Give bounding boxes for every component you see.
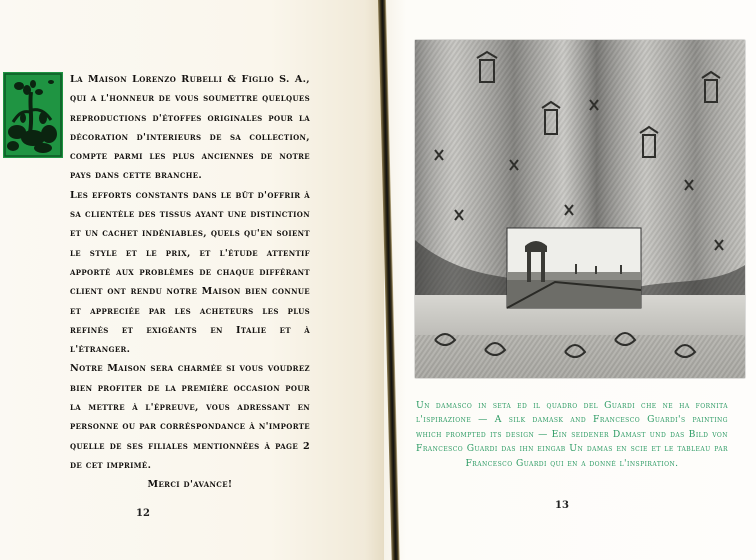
paragraph-invitation: Notre Maison sera charmée si vous voudrez bien profiter de la première occasion pour la mettre à l'épreuve, vous adressant en personne ou par corréspondance à n'importe quelle de ses filiales mentionnées à page 2 de cet imprimé.	[70, 363, 310, 471]
green-fabric-plate-image	[3, 72, 63, 158]
photo-caption: Un damasco in seta ed il quadro del Guardi che ne ha fornita l'ispirazione — A silk damask and Francesco Guardi's painting which prompted its design — Ein seidener Damast und das Bild von Francesco Guardi das ihn eingab Un damas en scie et le tableau par Francesco Guardi qui en a donné l'inspiration.	[416, 400, 728, 469]
damask-and-painting-photo	[415, 40, 745, 378]
floral-motif-icon	[3, 72, 63, 158]
paragraph-intro: La Maison Lorenzo Rubelli & Figlio S. A., qui a l'honneur de vous soumettre quelques reproductions d'étoffes originales pour la décoration d'interieurs de sa collection, compte parmi les plus anciennes de notre pays dans cette branche.	[70, 74, 310, 182]
guardi-painting-image	[507, 228, 641, 308]
page-number-right: 13	[555, 500, 569, 511]
paragraph-efforts: Les efforts constants dans le bût d'offrir à sa clientèle des tissus ayant une distinction et un cachet indéniables, quels qu'en soient le style et le prix, et l'étude attentif apporté aux problèmes de chaque différant client ont rendu notre Maison bien connue et appreciée par les acheteurs les plus refinés et exigéants en Italie et à l'étranger.	[70, 189, 310, 356]
page-number-left: 12	[136, 508, 150, 519]
damask-fabric-image	[415, 40, 745, 378]
closing-line: Merci d'avance!	[147, 479, 233, 491]
introduction-text	[70, 70, 310, 495]
